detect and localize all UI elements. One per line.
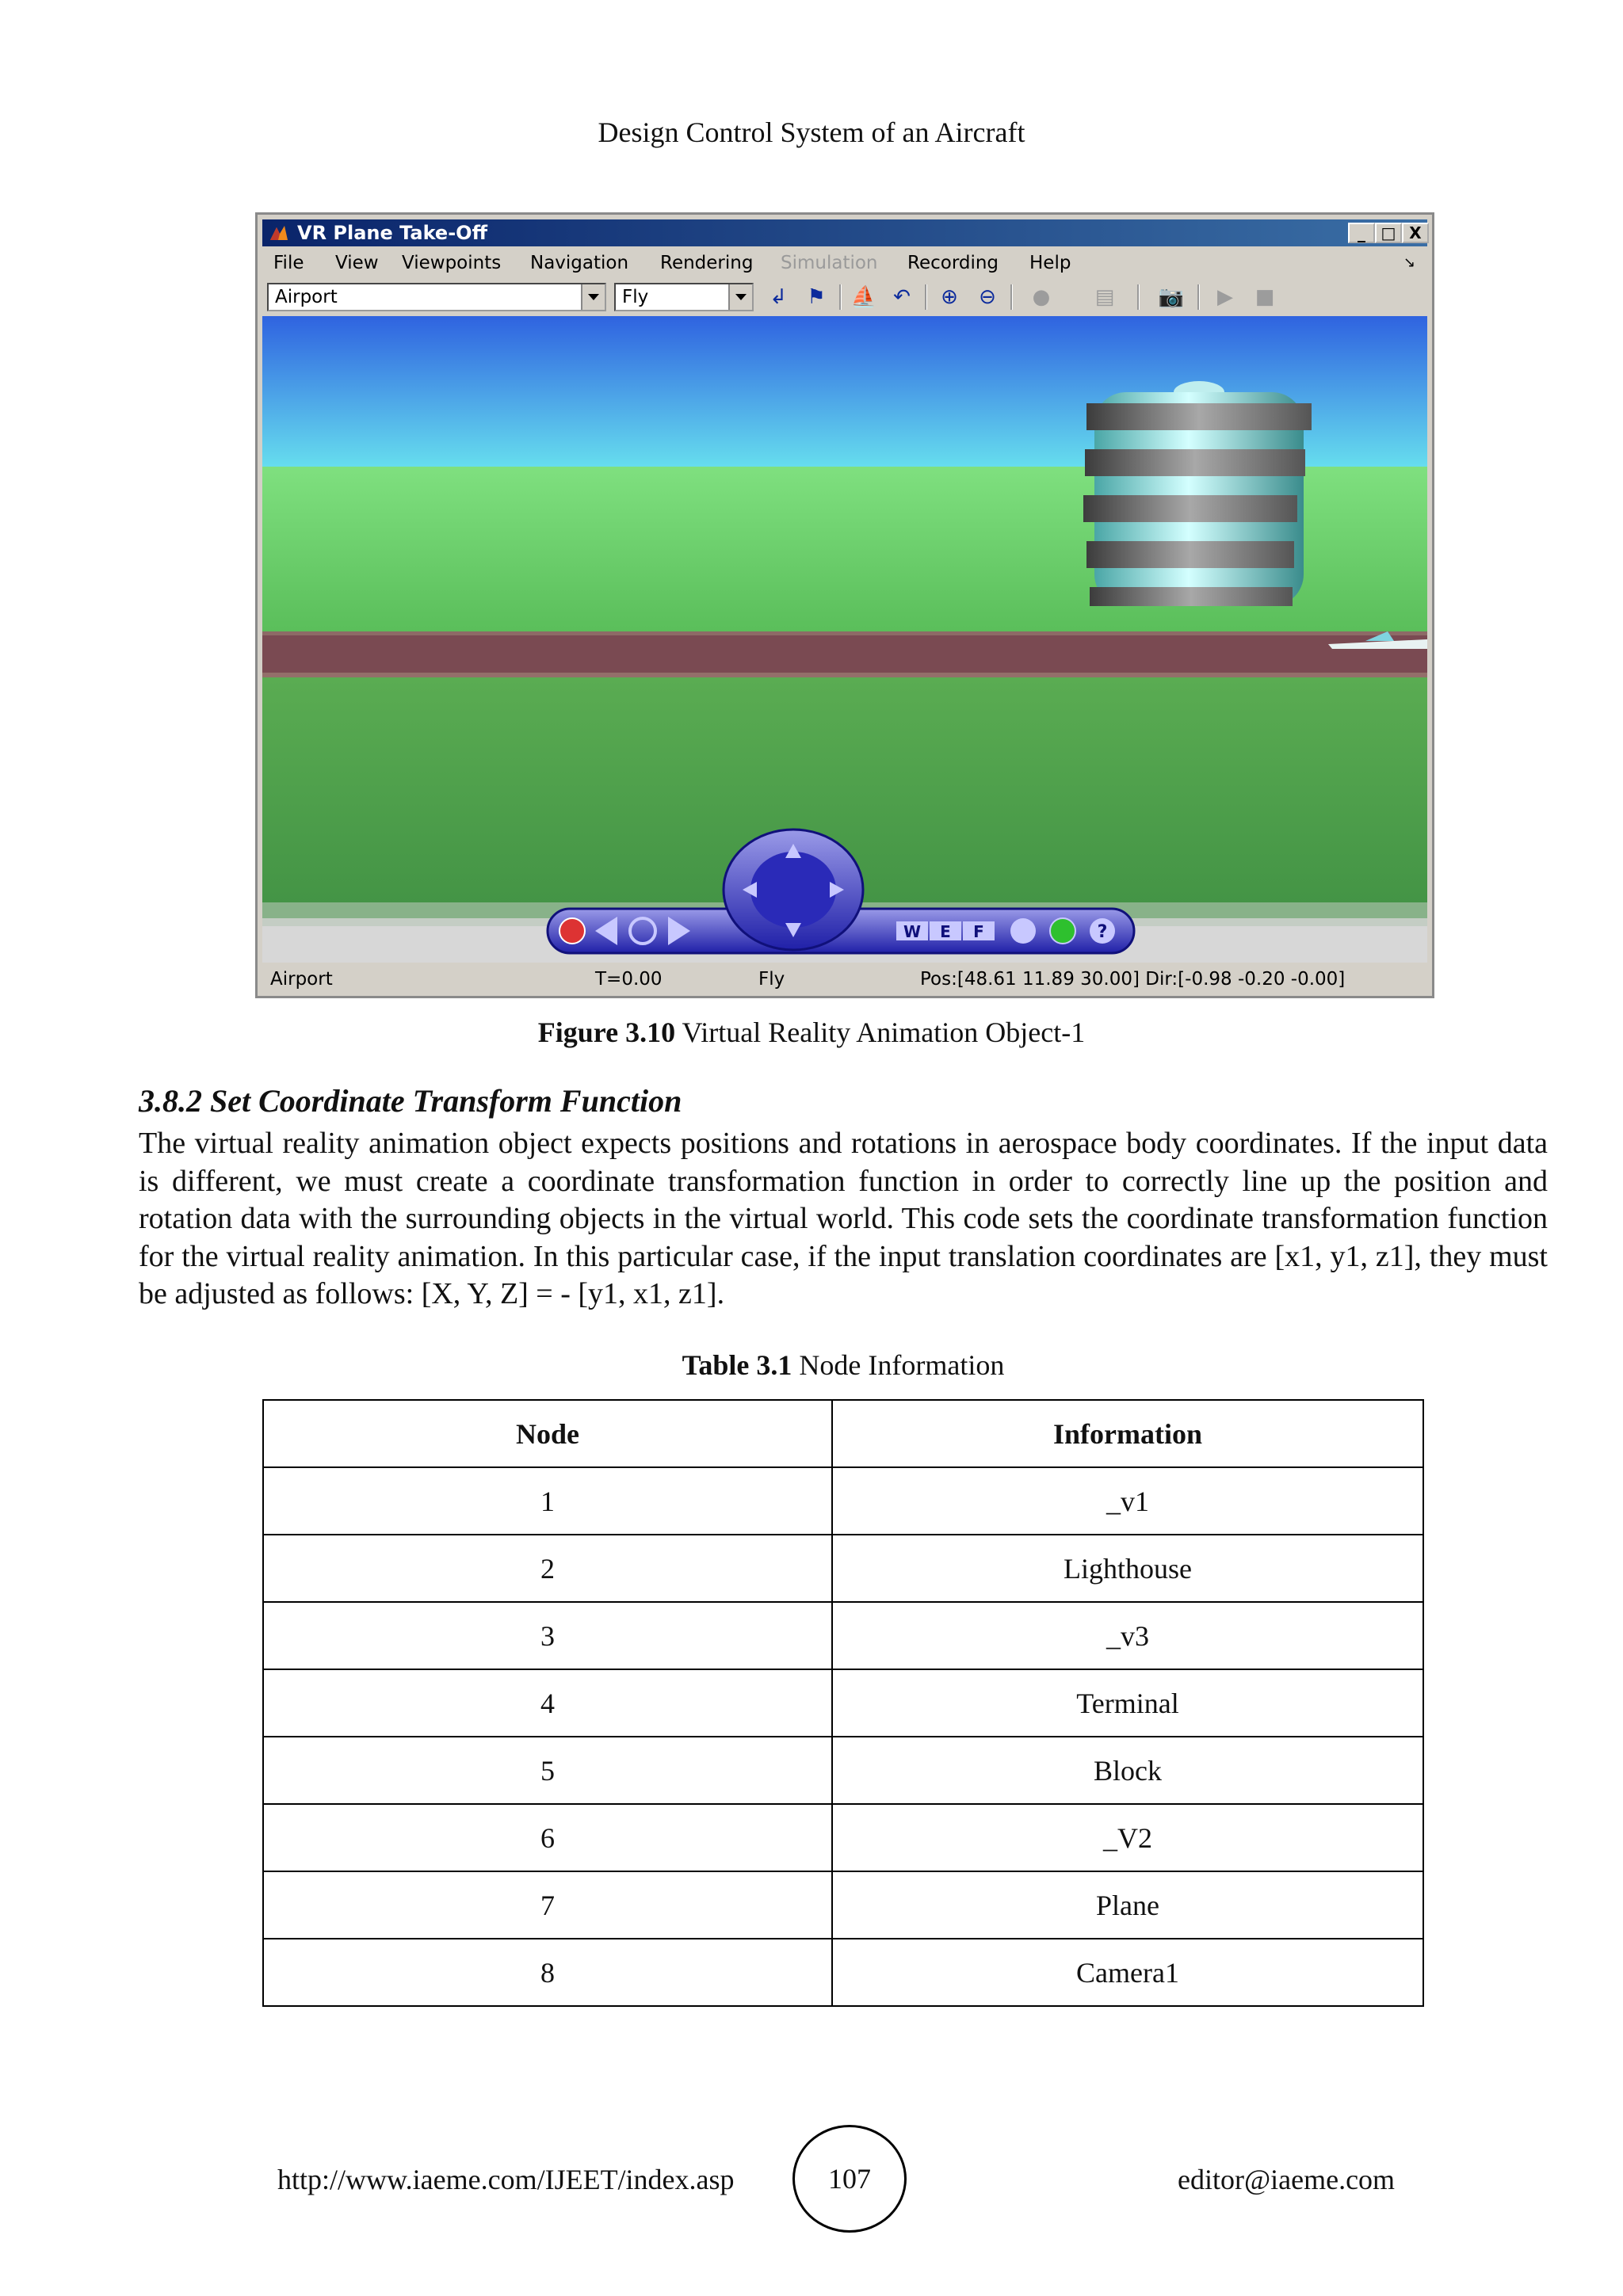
information-cell: Lighthouse — [832, 1535, 1423, 1602]
information-cell: Plane — [832, 1871, 1423, 1939]
walk-mode-label: W — [903, 922, 922, 941]
information-cell: Terminal — [832, 1669, 1423, 1737]
zoom-out-icon[interactable]: ⊖ — [979, 285, 996, 309]
information-cell: _v3 — [832, 1602, 1423, 1669]
table-header-row — [263, 1400, 1423, 1467]
vr-scene — [262, 316, 1427, 963]
vr-viewport[interactable] — [262, 316, 1427, 963]
footer-email[interactable]: editor@iaeme.com — [1178, 2164, 1396, 2195]
toolbar-separator — [839, 284, 842, 310]
fly-mode-label: F — [973, 922, 984, 941]
menu-help[interactable]: Help — [1029, 253, 1071, 273]
node-cell: 5 — [263, 1737, 832, 1804]
information-cell: _V2 — [832, 1804, 1423, 1871]
toolbar-separator — [1137, 284, 1140, 310]
table-row — [263, 1602, 1423, 1669]
toolbar-separator — [1010, 284, 1013, 310]
menu-simulation: Simulation — [781, 253, 878, 273]
lighthouse-object — [1083, 381, 1312, 606]
table-row — [263, 1737, 1423, 1804]
table-label: Table 3.1 — [682, 1349, 792, 1381]
maximize-button[interactable]: □ — [1375, 223, 1402, 243]
figure-caption — [0, 1016, 1623, 1049]
information-cell: Camera1 — [832, 1939, 1423, 2006]
status-bar — [262, 964, 1427, 993]
information-cell: Block — [832, 1737, 1423, 1804]
viewpoint-icon[interactable] — [1010, 918, 1036, 944]
status-time: T=0.00 — [595, 969, 663, 990]
status-viewpoint: Airport — [270, 969, 333, 990]
column-header-information: Information — [832, 1400, 1423, 1467]
flag-icon[interactable]: ⚑ — [807, 285, 826, 309]
footer-url[interactable]: http://www.iaeme.com/IJEET/index.asp — [277, 2164, 735, 2195]
status-mode: Fly — [758, 969, 785, 990]
zoom-in-icon[interactable]: ⊕ — [941, 285, 958, 309]
close-nav-icon[interactable] — [559, 918, 585, 944]
node-cell: 2 — [263, 1535, 832, 1602]
menu-navigation[interactable]: Navigation — [530, 253, 629, 273]
column-header-node: Node — [263, 1400, 832, 1467]
runway — [262, 631, 1427, 677]
minimize-button[interactable]: _ — [1348, 223, 1375, 243]
play-icon: ▶ — [1217, 285, 1233, 309]
node-cell: 1 — [263, 1467, 832, 1535]
navigation-mode-value: Fly — [622, 287, 649, 307]
camera-icon[interactable]: 📷 — [1158, 285, 1185, 309]
examine-mode-label: E — [940, 922, 951, 941]
node-cell: 3 — [263, 1602, 832, 1669]
table-caption — [0, 1348, 1623, 1382]
status-position: Pos:[48.61 11.89 30.00] Dir:[-0.98 -0.20 -0.00] — [920, 969, 1346, 990]
stop-icon: ■ — [1254, 285, 1275, 309]
section-heading: 3.8.2 Set Coordinate Transform Function — [139, 1083, 682, 1119]
record-settings-icon: ▤ — [1094, 285, 1115, 309]
node-cell: 7 — [263, 1871, 832, 1939]
figure-label: Figure 3.10 — [537, 1016, 676, 1048]
figure-title: Virtual Reality Animation Object-1 — [682, 1016, 1086, 1048]
toolbar — [262, 278, 1427, 315]
record-icon: ● — [1032, 285, 1051, 309]
menu-view[interactable]: View — [335, 253, 379, 273]
help-nav-label: ? — [1097, 922, 1108, 942]
chevron-down-icon[interactable] — [728, 284, 752, 310]
table-row — [263, 1939, 1423, 2006]
menu-viewpoints[interactable]: Viewpoints — [402, 253, 502, 273]
navigation-mode-select[interactable] — [614, 283, 754, 311]
straighten-up-icon[interactable]: ⛵ — [850, 285, 877, 309]
window-title: VR Plane Take-Off — [297, 222, 488, 244]
menu-file[interactable]: File — [273, 253, 304, 273]
headlight-icon[interactable] — [1050, 918, 1075, 944]
body-paragraph: The virtual reality animation object expects positions and rotations in aerospace body coordinates. If the input data is different, we must create a coordinate transformation function in order to correctly line up the position and rotation data with the surrounding objects in the virtual world. This code sets the coordinate transformation function for the virtual reality animation. In this particular case, if the input translation coordinates are [x1, y1, z1], they must be adjusted as follows: [X, Y, Z] = - [y1, x1, z1]. — [139, 1127, 1548, 1310]
node-cell: 8 — [263, 1939, 832, 2006]
return-viewpoint-icon[interactable]: ↲ — [769, 285, 787, 309]
table-row — [263, 1467, 1423, 1535]
menu-arrow-icon[interactable]: ↘ — [1403, 254, 1416, 271]
menu-recording[interactable]: Recording — [907, 253, 999, 273]
node-cell: 4 — [263, 1669, 832, 1737]
matlab-icon — [269, 223, 289, 243]
vr-window — [255, 212, 1434, 998]
table-title: Node Information — [799, 1349, 1005, 1381]
running-header: Design Control System of an Aircraft — [598, 116, 1025, 148]
menu-rendering[interactable]: Rendering — [660, 253, 754, 273]
viewpoint-select[interactable] — [267, 283, 606, 311]
menu-bar — [262, 248, 1427, 277]
close-button[interactable]: X — [1402, 223, 1429, 243]
table-row — [263, 1669, 1423, 1737]
node-table — [262, 1399, 1424, 2007]
chevron-down-icon[interactable] — [581, 284, 605, 310]
title-bar — [262, 219, 1427, 246]
table-row — [263, 1871, 1423, 1939]
table-row — [263, 1535, 1423, 1602]
table-row — [263, 1804, 1423, 1871]
information-cell: _v1 — [832, 1467, 1423, 1535]
page-number: 107 — [792, 2125, 907, 2233]
toolbar-separator — [925, 284, 927, 310]
viewpoint-select-value: Airport — [275, 287, 338, 307]
node-cell: 6 — [263, 1804, 832, 1871]
toolbar-separator — [1197, 284, 1200, 310]
undo-move-icon[interactable]: ↶ — [893, 285, 911, 309]
